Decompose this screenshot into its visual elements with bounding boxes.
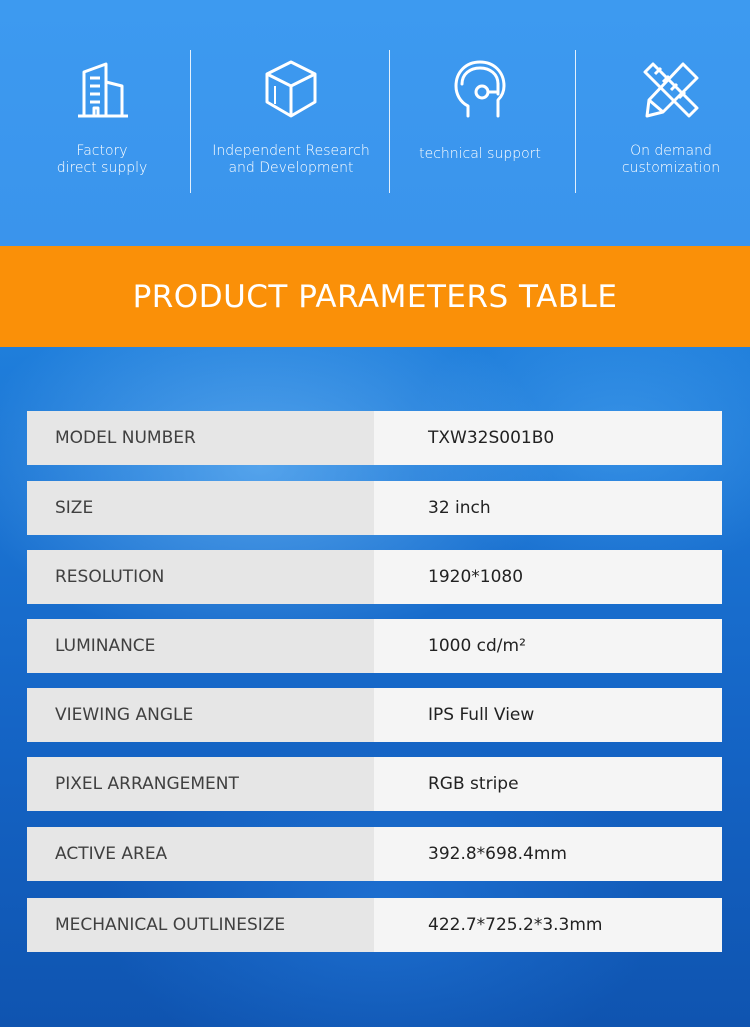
feature-label: technical support: [419, 146, 541, 162]
param-value: IPS Full View: [374, 688, 722, 742]
parameters-table: [0, 347, 750, 1027]
feature-customization: [577, 0, 750, 246]
param-value: RGB stripe: [374, 757, 722, 811]
param-key: LUMINANCE: [27, 619, 374, 673]
table-row: [27, 481, 722, 535]
feature-research: [197, 0, 385, 246]
table-row: [27, 619, 722, 673]
feature-label: Factory direct supply: [56, 143, 148, 176]
param-value: 1920*1080: [374, 550, 722, 604]
feature-support: [386, 0, 574, 246]
param-key: VIEWING ANGLE: [27, 688, 374, 742]
param-value: 32 inch: [374, 481, 722, 535]
table-row: [27, 411, 722, 465]
page-title: PRODUCT PARAMETERS TABLE: [132, 278, 618, 315]
param-key: MODEL NUMBER: [27, 411, 374, 465]
param-key: RESOLUTION: [27, 550, 374, 604]
param-key: MECHANICAL OUTLINESIZE: [27, 898, 374, 952]
divider: [190, 50, 191, 193]
table-row: [27, 827, 722, 881]
feature-label: Independent Research and Development: [212, 143, 370, 176]
building-icon: [70, 58, 134, 122]
feature-label: On demand customization: [621, 143, 721, 176]
param-value: 392.8*698.4mm: [374, 827, 722, 881]
headset-icon: [448, 58, 512, 122]
param-key: SIZE: [27, 481, 374, 535]
param-value: 1000 cd/m²: [374, 619, 722, 673]
param-value: 422.7*725.2*3.3mm: [374, 898, 722, 952]
pencil-ruler-icon: [639, 58, 703, 122]
cube-icon: [259, 58, 323, 122]
param-value: TXW32S001B0: [374, 411, 722, 465]
table-row: [27, 550, 722, 604]
param-key: PIXEL ARRANGEMENT: [27, 757, 374, 811]
parameters-banner: [0, 246, 750, 347]
table-row: [27, 688, 722, 742]
features-band: [0, 0, 750, 246]
divider: [575, 50, 576, 193]
param-key: ACTIVE AREA: [27, 827, 374, 881]
feature-factory: [8, 0, 196, 246]
table-row: [27, 898, 722, 952]
table-row: [27, 757, 722, 811]
